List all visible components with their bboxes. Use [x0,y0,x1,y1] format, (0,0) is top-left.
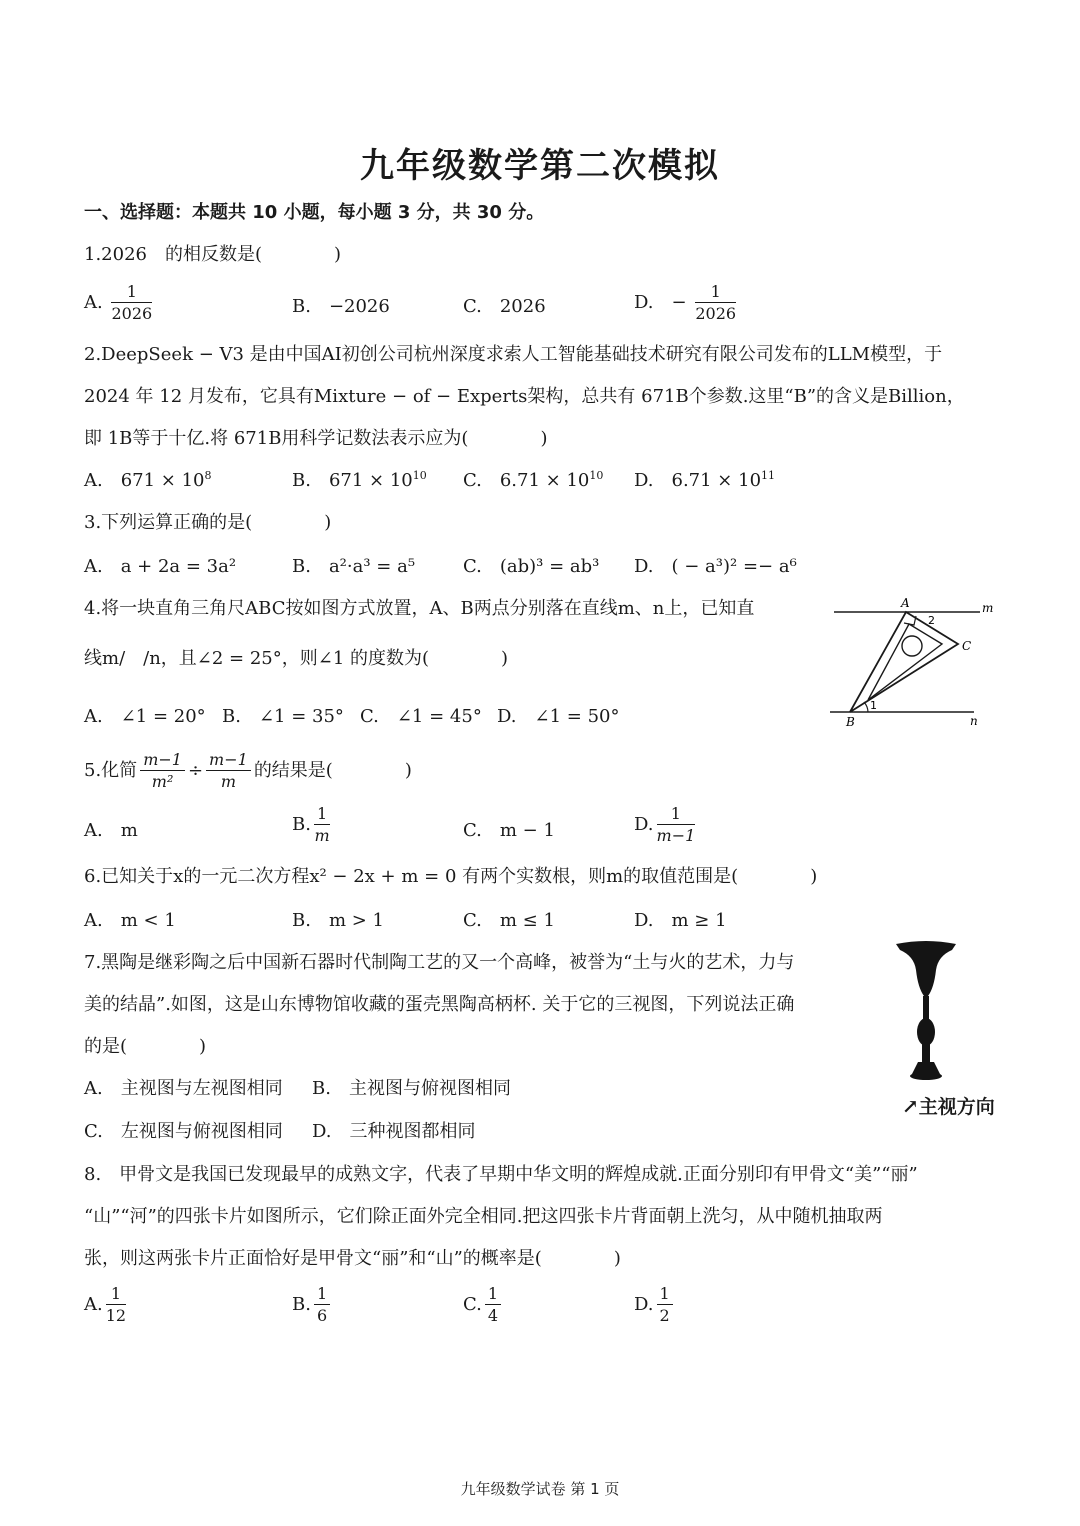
q6-option-d: D. m ≥ 1 [634,910,727,931]
q5-stem-prefix: 5.化简 [84,760,138,781]
q1-option-c: C. 2026 [463,296,546,317]
q8-line-2: “山”“河”的四张卡片如图所示，它们除正面外完全相同.把这四张卡片背面朝上洗匀，从中随机抽取两 [84,1206,883,1227]
q6-option-a: A. m < 1 [84,910,176,931]
q8-option-d: D. $\frac{1}{2}$ [634,1286,676,1324]
q2-option-a: A. $671 \times 10^8$ [84,469,212,491]
q7-option-b: B. 主视图与俯视图相同 [312,1078,511,1099]
q1-option-a-fraction: $\frac{1}{2026}$ [111,282,153,323]
q3-option-a: A. a + 2a = 3a² [84,556,237,577]
q4-option-d: D. ∠1 = 50° [497,706,620,727]
q1-option-b: B. −2026 [292,296,390,317]
black-pottery-cup-image [886,936,966,1086]
q3-option-b: B. a²·a³ = a⁵ [292,556,416,577]
q5-stem [84,752,412,790]
q6-stem: 6.已知关于x的一元二次方程x² − 2x + m = 0 有两个实数根，则m的取值范围是( ) [84,866,818,887]
q7-line-1: 7.黑陶是继彩陶之后中国新石器时代制陶工艺的又一个高峰，被誉为“土与火的艺术，力与 [84,952,795,973]
page-title: 九年级数学第二次模拟 [360,146,720,186]
q5-stem-suffix: 的结果是( ) [253,760,412,781]
label-A: A [901,596,910,610]
q7-option-a: A. 主视图与左视图相同 [84,1078,283,1099]
q3-option-d: D. ( − a³)² =− a⁶ [634,556,797,577]
q1-option-d-fraction: $\frac{1}{2026}$ [695,282,737,323]
direction-label: 主视方向 [918,1096,995,1118]
q4-triangle-figure [826,592,1006,732]
label-C: C [962,639,972,653]
q5-divide-sign: ÷ [187,760,204,781]
q2-line-1: 2.DeepSeek − V3 是由中国AI初创公司杭州深度求索人工智能基础技术研究有限公司发布的LLM模型，于 [84,344,943,365]
q8-option-c: C. $\frac{1}{4}$ [463,1286,504,1324]
q1-stem: 1.2026 的相反数是( ) [84,244,342,265]
q3-option-c: C. (ab)³ = ab³ [463,556,600,577]
label-B: B [846,715,855,729]
q7-line-2: 美的结晶”.如图，这是山东博物馆收藏的蛋壳黑陶高柄杯. 关于它的三视图，下列说法正确 [84,994,795,1015]
q2-line-2: 2024 年 12 月发布，它具有Mixture − of − Experts架构，总共有 671B个参数.这里“B”的含义是Billion， [84,386,965,407]
q4-option-a: A. ∠1 = 20° [84,706,206,727]
q1-option-d [634,284,739,322]
q1-option-a-label: A. [84,292,103,313]
q2-option-d: D. $6.71 \times 10^{11}$ [634,469,776,491]
label-n: n [970,714,978,728]
label-angle-2: 2 [928,614,935,627]
label-angle-1: 1 [870,699,877,712]
q5-option-c: C. m − 1 [463,820,555,841]
q6-option-b: B. m > 1 [292,910,384,931]
q4-line-2: 线m/ /n，且∠2 = 25°，则∠1 的度数为( ) [84,648,509,669]
q1-option-d-label: D. − [634,292,687,313]
direction-arrow-icon: ↗ [902,1094,919,1118]
q2-line-3: 即 1B等于十亿.将 671B用科学记数法表示应为( ) [84,428,548,449]
q6-option-c: C. m ≤ 1 [463,910,555,931]
q4-line-1: 4.将一块直角三角尺ABC按如图方式放置，A、B两点分别落在直线m、n上，已知直 [84,598,755,619]
q7-option-c: C. 左视图与俯视图相同 [84,1121,283,1142]
section-heading: 一、选择题：本题共 10 小题，每小题 3 分，共 30 分。 [84,202,545,223]
q8-line-3: 张，则这两张卡片正面恰好是甲骨文“丽”和“山”的概率是( ) [84,1248,621,1269]
triangle-outer [850,612,958,712]
q5-fraction-1: $\frac{m-1}{\text{m²}}$ [140,752,185,790]
q8-option-a: A. $\frac{1}{12}$ [84,1284,127,1325]
q2-option-b: B. $671 \times 10^{10}$ [292,469,427,491]
q7-option-d: D. 三种视图都相同 [312,1121,476,1142]
q5-option-a: A. m [84,820,138,841]
view-direction-indicator [902,1092,995,1119]
triangle-hole [902,636,922,656]
q2-option-c: C. $6.71 \times 10^{10}$ [463,469,604,491]
q8-line-1: 8. 甲骨文是我国已发现最早的成熟文字，代表了早期中华文明的辉煌成就.正面分别印有甲骨文“美”“丽” [84,1164,918,1185]
angle-1-arc [864,702,868,712]
q1-option-a [84,284,155,322]
q4-option-c: C. ∠1 = 45° [360,706,482,727]
q8-option-b: B. $\frac{1}{6}$ [292,1286,333,1324]
q5-option-d: D. $\frac{1}{m-1}$ [634,804,696,845]
q5-option-b: B. $\frac{1}{m}$ [292,804,330,845]
q7-line-3: 的是( ) [84,1036,207,1057]
label-m: m [982,601,994,615]
q4-option-b: B. ∠1 = 35° [222,706,344,727]
q3-stem: 3.下列运算正确的是( ) [84,512,332,533]
q5-fraction-2: $\frac{m-1}{m}$ [206,752,251,790]
page-footer: 九年级数学试卷 第 1 页 [460,1480,620,1498]
